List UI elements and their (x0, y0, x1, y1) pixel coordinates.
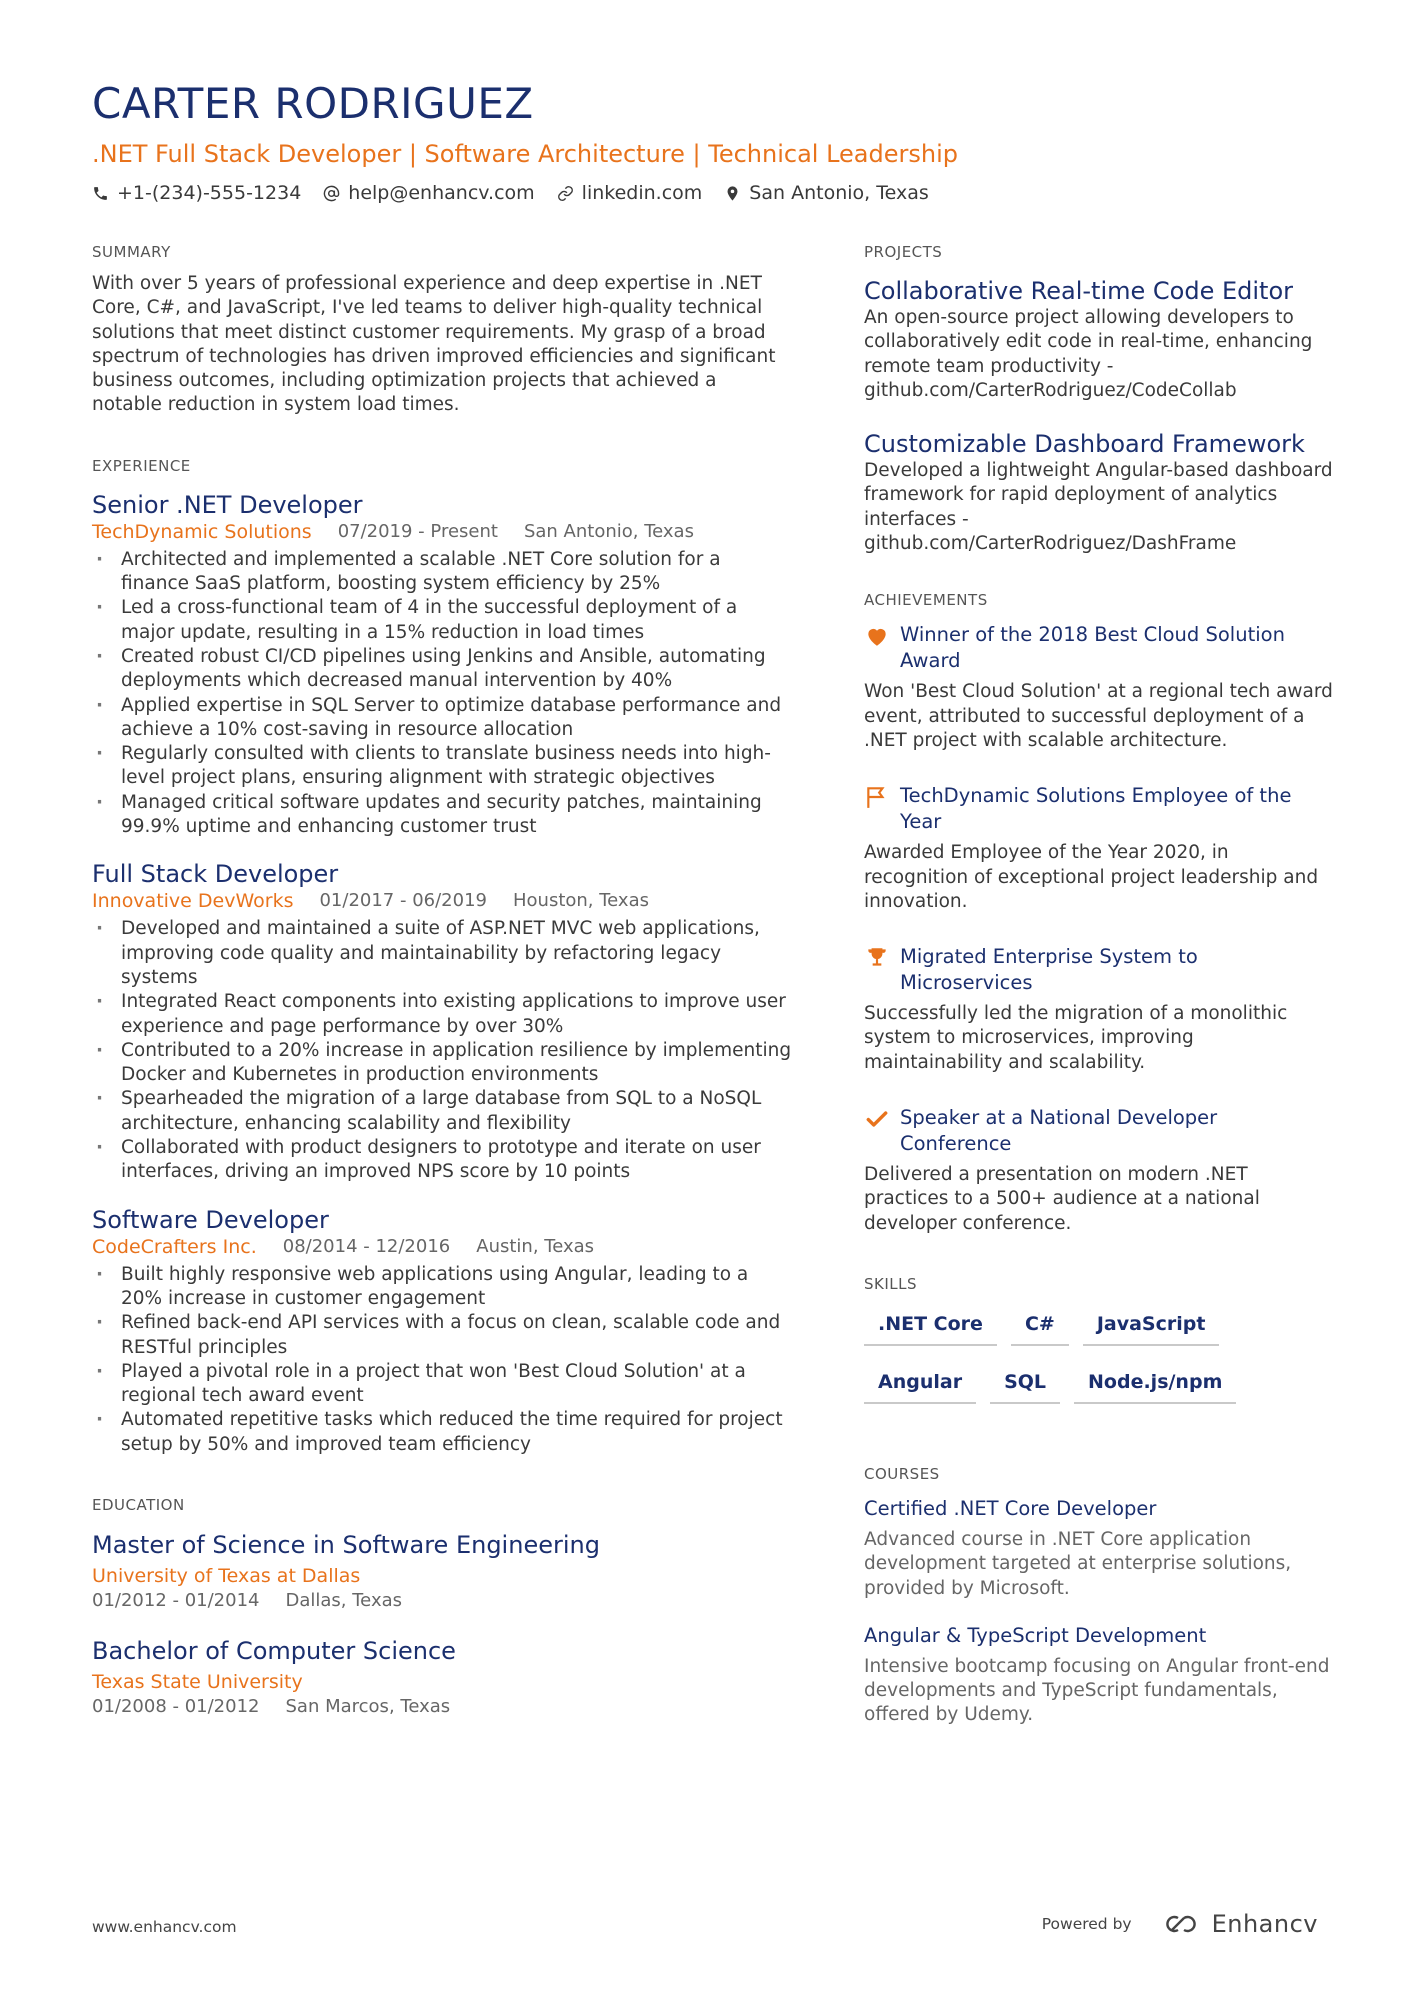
at-icon (323, 185, 340, 202)
job-bullets (92, 917, 792, 1184)
edu-location: Dallas, Texas (285, 1589, 402, 1611)
course-title: Certified .NET Core Developer (864, 1496, 1157, 1520)
email-text: help@enhancv.com (348, 182, 535, 204)
skill-tag: Node.js/npm (1074, 1366, 1236, 1404)
right-column (864, 242, 1334, 1750)
achievement-desc: Successfully led the migration of a monolithic system to microservices, improving maintainability and scalability. (864, 1003, 1288, 1073)
link-icon (557, 185, 574, 202)
education-section (92, 1495, 792, 1719)
trophy-icon (864, 945, 890, 971)
heart-icon (864, 623, 890, 649)
footer-website[interactable]: www.enhancv.com (92, 1918, 237, 1936)
bullet-item: · Developed and maintained a suite of ASP.NET MVC web applications, improving code quality and maintainability by refactoring legacy systems (92, 917, 792, 990)
job-meta (92, 889, 792, 913)
bullet-item: · Automated repetitive tasks which reduced the time required for project setup by 50% and improved team efficiency (92, 1408, 792, 1457)
powered-by-text: Powered by (1041, 1915, 1132, 1933)
contact-phone[interactable] (92, 180, 301, 206)
bullet-item: · Regularly consulted with clients to translate business needs into high-level project plans, ensuring alignment with strategic objectives (92, 742, 792, 791)
job-title: Software Developer (92, 1205, 329, 1234)
achievement-desc: Delivered a presentation on modern .NET practices to a 500+ audience at a national developer conference. (864, 1164, 1260, 1234)
edu-school: Texas State University (92, 1670, 303, 1693)
job-company: TechDynamic Solutions (92, 520, 312, 543)
achievement-title: Migrated Enterprise System to Microservices (900, 945, 1198, 995)
phone-text: +1-(234)-555-1234 (117, 182, 302, 204)
project-entry (864, 429, 1334, 556)
achievement-entry (864, 1105, 1334, 1236)
project-entry (864, 276, 1334, 403)
skill-tag: SQL (990, 1366, 1060, 1404)
project-title: Collaborative Real-time Code Editor (864, 277, 1293, 305)
job-location: Houston, Texas (512, 890, 649, 912)
section-title-summary: SUMMARY (92, 243, 171, 261)
candidate-name: CARTER RODRIGUEZ (92, 79, 534, 128)
job-meta (92, 520, 792, 544)
section-title-experience: EXPERIENCE (92, 456, 191, 475)
bullet-item: · Contributed to a 20% increase in application resilience by implementing Docker and Kubernetes in production environments (92, 1039, 792, 1088)
linkedin-text: linkedin.com (581, 182, 703, 204)
job-entry (92, 490, 792, 840)
achievement-entry (864, 944, 1334, 1075)
contact-linkedin[interactable] (557, 180, 703, 206)
project-desc: An open-source project allowing developers to collaboratively edit code in real-time, enhancing remote team productivity - github.com/CarterRodriguez/CodeCollab (864, 307, 1313, 401)
achievements-section (864, 590, 1334, 1236)
bullet-item: · Architected and implemented a scalable .NET Core solution for a finance SaaS platform, boosting system efficiency by 25% (92, 548, 792, 597)
course-entry (864, 1623, 1334, 1728)
edu-dates: 01/2012 - 01/2014 (92, 1589, 260, 1611)
bullet-item: · Refined back-end API services with a focus on clean, scalable code and RESTful principles (92, 1311, 792, 1360)
achievement-title: TechDynamic Solutions Employee of the Year (900, 784, 1292, 834)
bullet-item: · Built highly responsive web applications using Angular, leading to a 20% increase in customer engagement (92, 1263, 792, 1312)
skill-tag: .NET Core (864, 1308, 997, 1346)
project-title: Customizable Dashboard Framework (864, 430, 1305, 459)
bullet-item: · Collaborated with product designers to prototype and iterate on user interfaces, driving an improved NPS score by 10 points (92, 1136, 792, 1185)
experience-section (92, 456, 792, 1457)
achievement-entry (864, 783, 1334, 914)
job-meta (92, 1235, 792, 1259)
job-bullets (92, 548, 792, 840)
bullet-item: · Applied expertise in SQL Server to optimize database performance and achieve a 10% cost-saving in resource allocation (92, 694, 792, 743)
course-desc: Intensive bootcamp focusing on Angular front-end developments and TypeScript fundamentals, offered by Udemy. (864, 1655, 1330, 1726)
job-dates: 01/2017 - 06/2019 (319, 890, 487, 912)
edu-dates: 01/2008 - 01/2012 (92, 1695, 260, 1717)
summary-text: With over 5 years of professional experience and deep expertise in .NET Core, C#, and JavaScript, I've led teams to deliver high-quality technical solutions that meet distinct customer requirements. My grasp of a broad spectrum of technologies has driven improved efficiencies and significant business outcomes, including optimization projects that achieved a notable reduction in system load times. (92, 273, 776, 416)
edu-meta (92, 1589, 792, 1613)
edu-meta (92, 1695, 792, 1719)
bullet-item: · Led a cross-functional team of 4 in the successful deployment of a major update, resulting in a 15% reduction in load times (92, 596, 792, 645)
section-title-skills: SKILLS (864, 1274, 918, 1293)
brand-name: Enhancv (1211, 1910, 1318, 1938)
achievement-title: Speaker at a National Developer Conference (900, 1106, 1218, 1156)
enhancv-logo-icon (1158, 1912, 1204, 1936)
course-entry (864, 1496, 1334, 1601)
achievement-title: Winner of the 2018 Best Cloud Solution Award (900, 623, 1285, 673)
section-title-courses: COURSES (864, 1464, 940, 1483)
phone-icon (92, 185, 109, 202)
job-entry (92, 859, 792, 1184)
edu-location: San Marcos, Texas (285, 1695, 451, 1717)
job-company: CodeCrafters Inc. (92, 1235, 257, 1258)
education-entry (92, 1635, 792, 1719)
achievement-desc: Awarded Employee of the Year 2020, in recognition of exceptional project leadership and innovation. (864, 842, 1319, 912)
bullet-item: · Played a pivotal role in a project that won 'Best Cloud Solution' at a regional tech award event (92, 1360, 792, 1409)
section-title-achievements: ACHIEVEMENTS (864, 591, 988, 610)
skills-section (864, 1274, 1334, 1424)
flag-icon (864, 784, 890, 810)
job-entry (92, 1205, 792, 1457)
brand-logo[interactable] (1158, 1910, 1318, 1938)
skills-list (864, 1308, 1334, 1424)
project-desc: Developed a lightweight Angular-based dashboard framework for rapid deployment of analytics interfaces - github.com/CarterRodriguez/DashFrame (864, 460, 1333, 555)
section-title-projects: PROJECTS (864, 243, 943, 261)
job-company: Innovative DevWorks (92, 890, 294, 913)
edu-degree: Master of Science in Software Engineering (92, 1530, 600, 1559)
job-title: Full Stack Developer (92, 860, 339, 889)
job-location: Austin, Texas (476, 1235, 595, 1257)
skill-tag: Angular (864, 1366, 976, 1404)
bullet-item: · Spearheaded the migration of a large database from SQL to a NoSQL architecture, enhancing scalability and flexibility (92, 1087, 792, 1136)
bullet-item: · Managed critical software updates and security patches, maintaining 99.9% uptime and enhancing customer trust (92, 791, 792, 840)
job-bullets (92, 1263, 792, 1457)
skill-tag: C# (1011, 1308, 1069, 1346)
footer-branding (1042, 1910, 1318, 1938)
course-desc: Advanced course in .NET Core application development targeted at enterprise solutions, provided by Microsoft. (864, 1528, 1292, 1599)
courses-section (864, 1464, 1334, 1728)
job-title: Senior .NET Developer (92, 490, 363, 519)
contact-bar (92, 180, 1332, 206)
course-title: Angular & TypeScript Development (864, 1623, 1207, 1647)
job-location: San Antonio, Texas (523, 520, 694, 542)
edu-degree: Bachelor of Computer Science (92, 1636, 456, 1665)
headline: .NET Full Stack Developer | Software Architecture | Technical Leadership (92, 140, 958, 168)
left-column (92, 242, 792, 1741)
check-icon (864, 1106, 890, 1132)
contact-email[interactable] (323, 180, 534, 206)
section-title-education: EDUCATION (92, 1495, 185, 1514)
achievement-desc: Won 'Best Cloud Solution' at a regional tech award event, attributed to successful deployment of a .NET project with scalable architecture. (864, 681, 1333, 751)
location-pin-icon (724, 185, 741, 202)
bullet-item: · Created robust CI/CD pipelines using Jenkins and Ansible, automating deployments which decreased manual intervention by 40% (92, 645, 792, 694)
achievement-entry (864, 622, 1334, 753)
skill-tag: JavaScript (1083, 1308, 1220, 1346)
projects-section (864, 242, 1334, 556)
bullet-item: · Integrated React components into existing applications to improve user experience and page performance by over 30% (92, 990, 792, 1039)
contact-location (724, 180, 928, 206)
job-dates: 08/2014 - 12/2016 (282, 1235, 451, 1257)
job-dates: 07/2019 - Present (337, 520, 498, 542)
edu-school: University of Texas at Dallas (92, 1564, 361, 1587)
resume-header (92, 78, 1332, 206)
location-text: San Antonio, Texas (749, 182, 929, 204)
summary-section (92, 242, 792, 418)
education-entry (92, 1529, 792, 1613)
